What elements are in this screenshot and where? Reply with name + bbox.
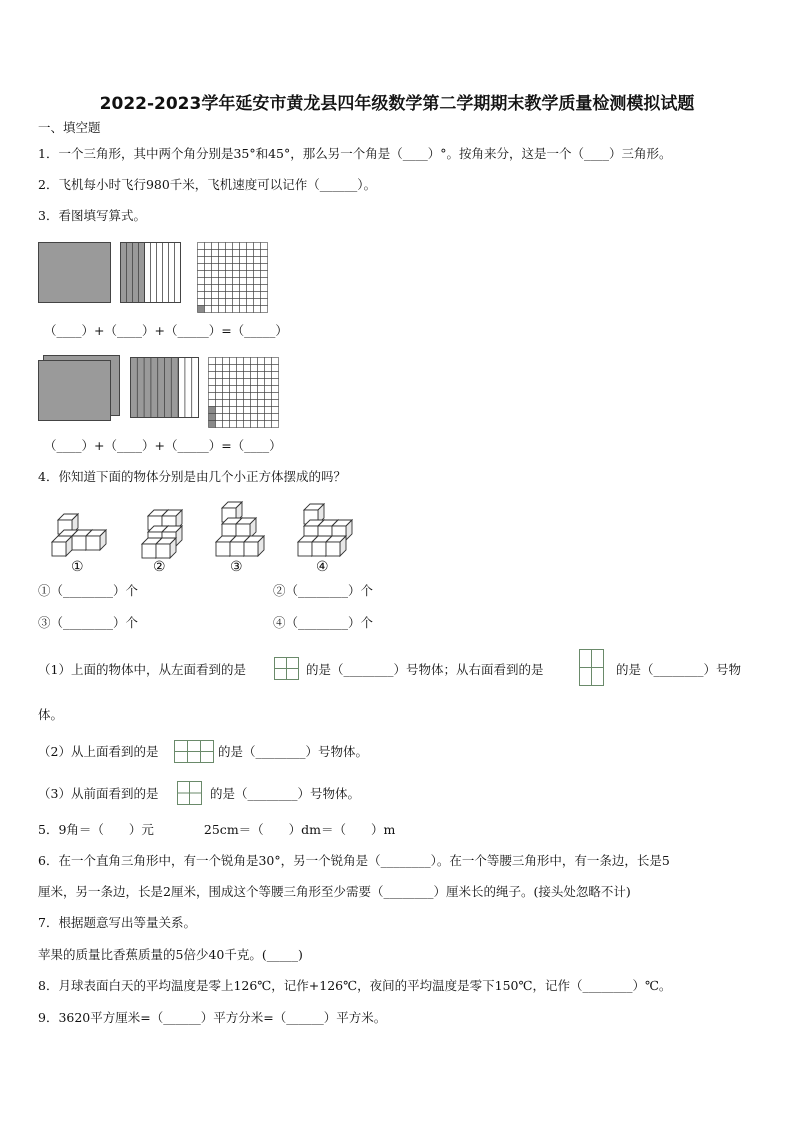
question-5: 5．9角＝（ ）元 25cm＝（ ）dm＝（ ）m <box>38 822 396 837</box>
question-1: 1．一个三角形，其中两个角分别是35°和45°，那么另一个角是（____）°。按角来分，这是一个（____）三角形。 <box>38 146 672 161</box>
cube-figure-1 <box>52 514 106 556</box>
subquestion-1-part-d: 体。 <box>38 707 64 722</box>
equation-1: （____）+（____）+（_____）=（_____） <box>44 323 288 338</box>
question-6-line-2: 厘米，另一条边，长是2厘米，围成这个等腰三角形至少需要（________）厘米长的绳子。(接头处忽略不计) <box>38 884 631 899</box>
subquestion-1-part-b: 的是（________）号物体；从右面看到的是 <box>306 662 544 677</box>
cube-figure-3 <box>216 502 264 556</box>
subquestion-2-part-b: 的是（________）号物体。 <box>218 744 369 759</box>
decimal-figure-row-1 <box>38 242 278 306</box>
figure-label-4: ④ <box>316 559 329 575</box>
question-3: 3．看图填写算式。 <box>38 208 146 223</box>
question-7: 7．根据题意写出等量关系。 <box>38 915 196 930</box>
answer-blank-1: ①（________）个 <box>38 583 139 598</box>
answer-blank-3: ③（________）个 <box>38 615 139 630</box>
cube-figure-4 <box>298 504 352 556</box>
full-square <box>39 243 111 303</box>
right-view-shape <box>579 649 607 689</box>
left-view-shape <box>274 657 302 681</box>
subquestion-1-part-a: （1）上面的物体中，从左面看到的是 <box>38 662 246 677</box>
cube-figure-2 <box>142 510 182 558</box>
answer-blank-2: ②（________）个 <box>273 583 374 598</box>
section-heading: 一、填空题 <box>38 120 101 135</box>
question-4: 4．你知道下面的物体分别是由几个小正方体摆成的吗？ <box>38 469 346 484</box>
subquestion-2-part-a: （2）从上面看到的是 <box>38 744 159 759</box>
top-view-shape <box>174 740 216 764</box>
hundredths-square <box>209 358 279 428</box>
tenths-square <box>131 358 199 418</box>
page-title: 2022-2023学年延安市黄龙县四年级数学第二学期期末教学质量检测模拟试题 <box>99 94 695 114</box>
full-square-front <box>39 361 111 421</box>
question-8: 8．月球表面白天的平均温度是零上126℃，记作+126℃，夜间的平均温度是零下150℃，记作（________）℃。 <box>38 978 672 993</box>
question-6-line-1: 6．在一个直角三角形中，有一个锐角是30°，另一个锐角是（________）。在一个等腰三角形中，有一条边，长是5 <box>38 853 670 868</box>
tenths-square <box>121 243 181 303</box>
figure-label-1: ① <box>71 559 84 575</box>
decimal-figure-row-2 <box>38 355 278 423</box>
subquestion-1-part-c: 的是（________）号物 <box>616 662 742 677</box>
question-7-sub: 苹果的质量比香蕉质量的5倍少40千克。(_____) <box>38 947 303 962</box>
subquestion-3-part-b: 的是（________）号物体。 <box>210 786 361 801</box>
question-9: 9．3620平方厘米=（______）平方分米=（______）平方米。 <box>38 1010 387 1025</box>
answer-blank-4: ④（________）个 <box>273 615 374 630</box>
figure-label-2: ② <box>153 559 166 575</box>
front-view-shape <box>177 781 205 807</box>
figure-label-3: ③ <box>230 559 243 575</box>
subquestion-3-part-a: （3）从前面看到的是 <box>38 786 159 801</box>
equation-2: （____）+（____）+（_____）=（____） <box>44 438 282 453</box>
hundredths-square <box>198 243 268 313</box>
question-2: 2．飞机每小时飞行980千米，飞机速度可以记作（______）。 <box>38 177 377 192</box>
